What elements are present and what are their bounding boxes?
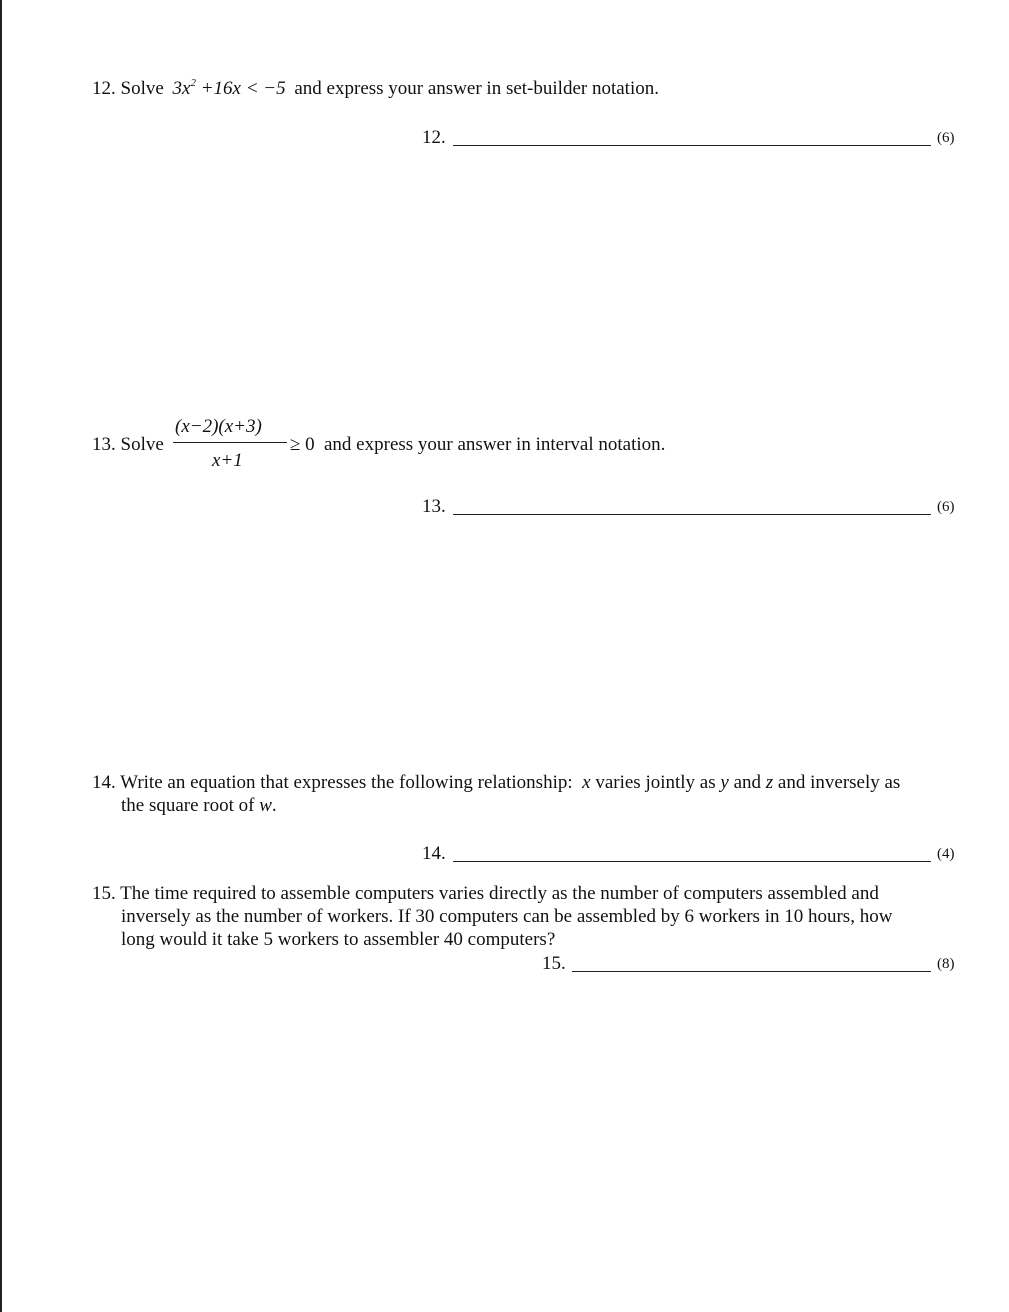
- question-15-line-3: long would it take 5 workers to assembler 40 computers?: [121, 929, 556, 950]
- answer-15-line[interactable]: [572, 971, 931, 972]
- question-15-line-2: inversely as the number of workers. If 30 computers can be assembled by 6 workers in 10 hours, how: [121, 906, 893, 927]
- question-13-denominator: x+1: [212, 450, 243, 471]
- question-12-instruction: and express your answer in set-builder notation.: [294, 78, 659, 99]
- question-13-relation: ≥ 0: [290, 434, 315, 455]
- answer-14-line[interactable]: [453, 861, 931, 862]
- question-14-line-1: 14. Write an equation that expresses the following relationship: x varies jointly as y and z and inversely as: [92, 772, 901, 793]
- points-13: (6): [937, 499, 955, 515]
- question-13-prefix: 13. Solve: [92, 434, 164, 455]
- points-14: (4): [937, 846, 955, 862]
- answer-15-label: 15.: [542, 953, 566, 974]
- question-12-prefix: 12. Solve: [92, 78, 164, 99]
- answer-12-line[interactable]: [453, 145, 931, 146]
- page-left-border: [0, 0, 2, 1312]
- answer-14-label: 14.: [422, 843, 446, 864]
- question-13-numerator: (x−2)(x+3): [175, 416, 262, 437]
- question-13-fraction-bar: [173, 442, 287, 443]
- question-12-prompt: [92, 77, 659, 103]
- answer-12-label: 12.: [422, 127, 446, 148]
- answer-13-line[interactable]: [453, 514, 931, 515]
- question-14-line-2: the square root of w.: [121, 795, 277, 816]
- question-13-instruction: and express your answer in interval notation.: [324, 434, 666, 455]
- points-15: (8): [937, 956, 955, 972]
- question-12-expression: $3x^2 +16x < -5$: [172, 77, 286, 99]
- points-12: (6): [937, 130, 955, 146]
- answer-13-label: 13.: [422, 496, 446, 517]
- question-15-line-1: 15. The time required to assemble computers varies directly as the number of computers assembled and: [92, 883, 879, 904]
